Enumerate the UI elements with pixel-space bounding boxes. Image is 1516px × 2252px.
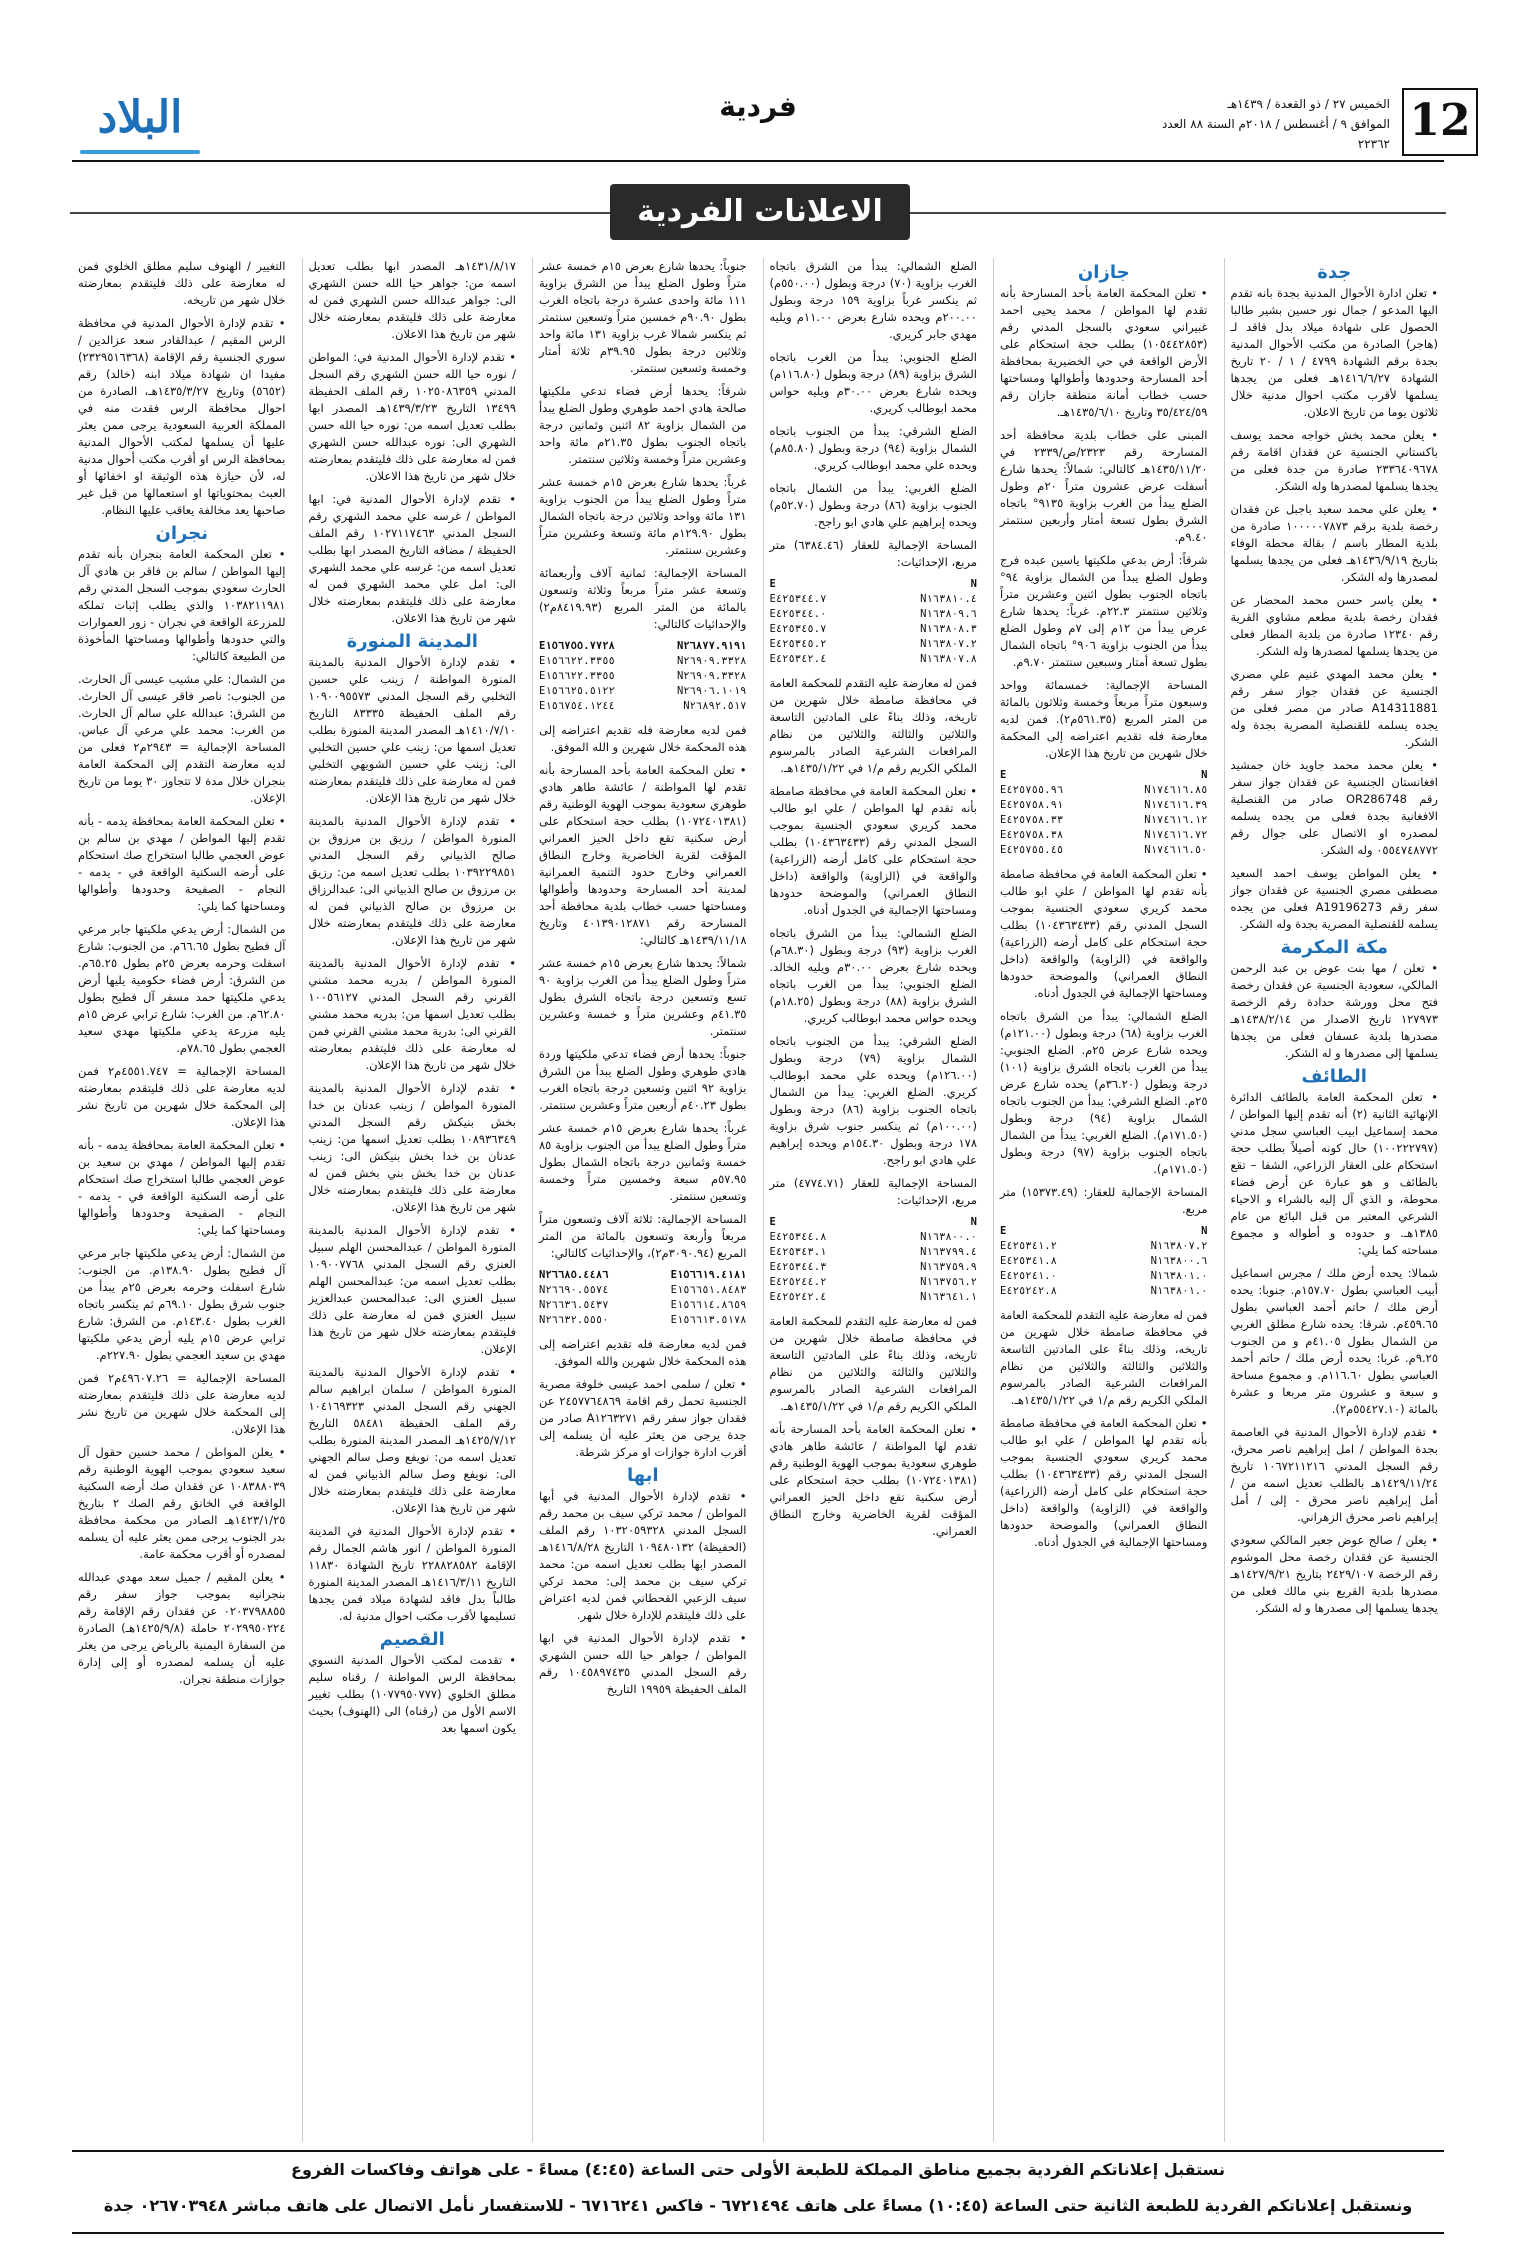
header-rule bbox=[72, 160, 1444, 162]
coordinate-cell: N٢٦٩٠٩.٣٣٢٨ bbox=[676, 670, 747, 682]
classified-ad: • يعلن / صالح عوض جعير المالكي سعودي الجنسية عن فقدان رخصة محل الموشوم رقم الرخصة ٢٤٢٩/١٠٧ بتاريخ ١٤٢٧/٩/٢١هـ مصدرها بلدية القريع بني مالك فعلى من يجدها يسلمها إلى مصدرها و له الشكر. bbox=[1230, 1533, 1438, 1615]
classified-ad: • تقدم لإدارة الأحوال المدنية بالمدينة المنورة المواطن / زينب عدنان بن خدا بخش بنيكش رقم السجل المدني ١٠٨٩٣٦٣٤٩ بطلب تعديل اسمها من: زينب عدنان بن خدا بخش بنيكش الى: زينب عدنان بن خدا بخش بني بخش فمن له معارضة على ذلك فليتقدم بمعارضته خلال شهر من تاريخ هذا الإعلان. bbox=[308, 1081, 516, 1214]
classified-ad: الضلع الشمالي: يبدأ من الشرق باتجاه الغرب بزاوية (٩٣) درجة وبطول (٦٨.٣٠م) ويحده شارع بعرض ٣٠.٠٠م ويليه الخالد. الضلع الجنوبي: يبدأ من الغرب باتجاه الشرق بزاوية (٨٨) درجة وبطول (١٨.٢٥م) ويحده حواس محمد ابوطالب كريري. bbox=[769, 926, 978, 1025]
coordinate-cell: E٤٢٥٣٤٣.١ bbox=[769, 1246, 827, 1258]
coordinate-cell: N١٦٣٨٠١.٠ bbox=[1150, 1270, 1208, 1282]
coordinate-cell: N١٦٣٨٠٠.٠ bbox=[920, 1231, 977, 1243]
coordinate-cell: N١٦٣٨٠٧.٨ bbox=[920, 653, 977, 665]
classified-ad: • يعلن علي محمد سعيد باجبل عن فقدان رخصة بلدية برقم ١٠٠٠٠٠٧٨٧٣ صادرة من بلدية المطار باسم / بقالة محطة الوفاء بتاريخ ١٤٣٦/٩/١٩هـ فعلى من يجدها يسلمها لمصدرها وله الشكر. bbox=[1230, 502, 1438, 584]
coordinate-cell: E٤٢٥٢٤١.٠ bbox=[1000, 1270, 1057, 1282]
footer-line-2: ونستقبل إعلاناتكم الفردية للطبعة الثانية حتى الساعة (١٠:٤٥) مساءً على هاتف ٦٧٢١٤٩٤ - فاكس ٦٧١٦٢٤١ - للاستفسار نأمل الاتصال على هاتف مباشر ٠٢٦٧٠٣٩٤٨ جدة bbox=[103, 2196, 1413, 2215]
ad-column bbox=[1224, 258, 1445, 2142]
coordinate-cell: N١٦٣٨٠٨.٣ bbox=[920, 623, 977, 635]
classifieds-banner bbox=[70, 178, 1446, 248]
coordinate-cell: N٢٦٩٠٩.٣٣٢٨ bbox=[676, 655, 747, 667]
coordinates-table bbox=[770, 577, 978, 667]
classified-ad: • تعلن المحكمة العامة بنجران بأنه تقدم إليها المواطن / سالم بن فاقر بن هادي آل الحارث سعودي بموجب السجل المدني رقم ١٠٣٨٢١١٩٨١ والذي يطلب إثبات تملكه للمزرعة الواقعة في نجران - زور العموارات والتي حدودها وأطوالها ومساحتها المأخوذة من الطبيعة كالتالي: bbox=[78, 547, 286, 663]
coordinates-row bbox=[1000, 768, 1208, 783]
coordinate-cell: E٤٢٥٣٤٢.٤ bbox=[769, 653, 827, 665]
coordinates-row bbox=[1000, 1224, 1208, 1239]
coordinate-cell: E١٥٦٧٥٤.١٢٤٤ bbox=[539, 700, 615, 712]
ad-column bbox=[72, 258, 292, 2142]
coordinates-row bbox=[770, 622, 978, 637]
footer-line-1: نستقبل إعلاناتكم الفردية بجميع مناطق المملكة للطبعة الأولى حتى الساعة (٤:٤٥) مساءً - على هواتف وفاكسات الفروع bbox=[291, 2160, 1225, 2179]
coordinate-cell: E bbox=[769, 578, 776, 590]
classified-ad: • تعلن المحكمة العامة بأحد المسارحة بأنه تقدم لها المواطنة / عائشة طاهر هادي طوهري سعودية بموجب الهوية الوطنية رقم (١٠٧٢٤٠١٣٨١) بطلب حجة استحكام على أرض سكنية تقع داخل الحيز العمراني المؤقت لقرية الخاضرية وخارج النطاق العمراني وخارج حدود التنمية العمرانية لمدينة أحد المسارحة وحدودها وأطوالها ومساحتها حسب خطاب بلدية محافظة أحد المسارحة رقم ٤٠١٣٩٠١٢٨٧١ وتاريخ ١٤٣٩/١١/١٨هـ كالتالي: bbox=[539, 763, 747, 947]
ad-column bbox=[993, 258, 1214, 2142]
classified-ad: • تعلن المحكمة العامة في محافظة صامطة بأنه تقدم لها المواطن / علي ابو طالب محمد كريري سعودي الجنسية بموجب السجل المدني رقم (١٠٤٣٦٣٤٣٣) بطلب حجة استحكام على كامل أرضه (الزراعية) والواقعة في (الزاوية) والواقعة (داخل النطاق العمراني) والموضحة حدودها ومساحتها الإجمالية في الجدول أدناه. bbox=[1000, 1416, 1208, 1549]
classified-ad: المساحة الإجمالية = ٤٩٦٠٧.٢٦م٢ فمن لديه معارضة على ذلك فليتقدم بمعارضته إلى المحكمة خلال شهرين من تاريخ نشر هذا الإعلان. bbox=[78, 1371, 286, 1436]
classified-ad: • تقدم لإدارة الأحوال المدنية بالمدينة المنورة المواطن / بدريه محمد مشني القرني رقم السجل المدني ١٠٠٥٦١٢٧ بطلب تعديل اسمها من: بدريه محمد مشني القرني الى: بدرية محمد مشني القرني فمن له معارضة على ذلك فليتقدم بمعارضته خلال شهر من تاريخ هذا الإعلان. bbox=[308, 956, 516, 1072]
coordinate-cell: N١٧٤٦١٦.٣٩ bbox=[1144, 799, 1208, 811]
coordinates-row bbox=[770, 637, 978, 652]
classified-ad: • تعلن ادارة الأحوال المدنية بجدة بانه تقدم اليها المدعو / جمال نور حسين بشير طالبا الحصول على شهادة ميلاد بدل فاقد لـ (هاجر) الصادرة من مكتب الأحوال المدنية بجدة برقم الشهادة ٤٧٩٩ / ١ / ٢٠ تاريخ الشهادة ١٤١٦/٦/٢٧هـ فعلى من يجدها يسلمها لأقرب مكتب احوال مدنية خلال ثلاثون يوما من تاريخ الاعلان. bbox=[1230, 286, 1438, 419]
coordinates-row bbox=[539, 669, 747, 684]
coordinate-cell: E١٥٦٦٥١.٨٤٨٣ bbox=[670, 1284, 747, 1296]
classified-ad: • تقدم لإدارة الأحوال المدنية في: ابها المواطن / غرسه علي محمد الشهري رقم السجل المدني ١٠٢٧١١٧٤٦٣ رقم الملف الحفيظة / مضافه التاريخ المصدر ابها بطلب تعديل اسمه من: غرسه علي محمد الشهري الى: امل علي محمد الشهري فمن له معارضة على ذلك فليتقدم بمعارضته خلال شهر من تاريخ هذا الاعلان. bbox=[308, 492, 516, 625]
classified-ad: • يعلن المواطن / محمد حسين حقول آل سعيد سعودي بموجب الهوية الوطنية رقم ١٠٨٣٨٨٠٣٩ عن فقدان صك أرضه السكنية الواقعة في الخانق رقم الصك ٢ بتاريخ ١٤٢٣/١/٢٥هـ الصادر من محكمة محافظة بدر الجنوب يرجى ممن يعثر عليه أن يسلمه لمصدره أو أقرب محكمة عامة. bbox=[78, 1445, 286, 1561]
classified-ad: • تقدم لإدارة الأحوال المدنية بالمدينة المنورة المواطن / سلمان ابراهيم سالم الجهني رقم السجل المدني ١٠٤١٦٩٣٢٣ رقم الملف الحفيظة ٥٨٤٨١ التاريخ ١٤٢٥/٧/١٢هـ المصدر المدينة المنورة بطلب تعديل اسمه من: نويفع وصل سالم الجهني الى: نويفع وصل سالم الذبياني فمن له معارضة على ذلك فليتقدم بمعارضته خلال شهر من تاريخ هذا الإعلان. bbox=[308, 1365, 516, 1515]
coordinates-row bbox=[770, 1275, 978, 1290]
coordinate-cell: N١٦٣٨٠٩.٦ bbox=[920, 608, 977, 620]
coordinates-table bbox=[770, 1215, 978, 1305]
region-heading: المدينة المنورة bbox=[346, 631, 478, 652]
banner-title: الاعلانات الفردية bbox=[610, 184, 910, 240]
classified-ad: جنوباً: يحدها أرض فضاء تدعي ملكيتها وردة هادي طوهري وطول الضلع يبدأ من الشرق بزاوية ٩٢ اثنين وتسعين درجة باتجاه الغرب بطول ٤٠.٢٣م أربعين متراً وعشرين سنتمتر. bbox=[539, 1047, 747, 1112]
coordinates-row bbox=[1000, 813, 1208, 828]
classified-ad: • يعلن محمد المهدي غنيم علي مصري الجنسية عن فقدان جواز سفر رقم A14311881 صادر من مصر فعلى من يجده يسلمه للقنصلية المصرية بجدة وله الشكر. bbox=[1230, 667, 1438, 749]
classified-ad: • تعلن المحكمة العامة بأحد المسارحة بأنه تقدم لها المواطنة / عائشة طاهر هادي طوهري سعودية بموجب الهوية الوطنية رقم (١٠٧٢٤٠١٣٨١) بطلب حجة استحكام على أرض سكنية تقع داخل الحيز العمراني المؤقت لقرية الخاضرية وخارج النطاق العمراني. bbox=[769, 1422, 977, 1538]
classified-ad: من الشمال: علي مشيب عيسى آل الحارث. من الجنوب: ناصر فاقر عيسى آل الحارث. من الشرق: عبدالله علي سالم آل الحارث. من الغرب: محمد علي مرعي آل عباس. المساحة الإجمالية = ٢٩٤٣م٢ فعلى من لديه معارضة التقدم إلى المحكمة العامة بنجران خلال مدة لا تتجاوز ٣٠ يوما من تاريخ الإعلان. bbox=[78, 672, 286, 805]
classified-ad: • يعلن المواطن يوسف احمد السعيد مصطفى مصري الجنسية عن فقدان جواز سفر رقم A19196273 فعلى من يجده يسلمه للقنصلية المصرية بجدة وله الشكر. bbox=[1230, 866, 1438, 931]
classified-ad: الضلع الغربي: يبدأ من الشمال باتجاه الجنوب بزاوية (٨٦) درجة وبطول (٥٢.٧٠م) ويحده إبراهيم علي هادي ابو راجح. bbox=[769, 481, 978, 529]
coordinates-row bbox=[770, 607, 978, 622]
classified-ad: الضلع الجنوبي: يبدأ من الغرب باتجاه الشرق بزاوية (٨٩) درجة وبطول (١١٦.٨٠م) ويحده شارع بعرض ٣٠.٠٠م ويليه حواس محمد ابوطالب كريري. bbox=[769, 350, 978, 415]
classified-ad: المساحة الإجمالية للعقار: (١٥٣٧٣.٤٩) متر مربع. bbox=[1000, 1185, 1208, 1216]
coordinate-cell: N١٧٤٦١٦.٨٥ bbox=[1144, 784, 1208, 796]
coordinate-cell: N١٦٣٦٤١.١ bbox=[920, 1291, 977, 1303]
coordinate-cell: E١٥٦٧٥٥.٧٧٢٨ bbox=[539, 640, 615, 652]
classified-ad: • يعلن ياسر حسن محمد المحضار عن فقدان رخصة بلدية مطعم مشاوي القرية رقم ١٢٣٤٠ صادرة من بلدية المطار فعلى من يجدها يسلمها لمصدرها وله الشكر. bbox=[1230, 593, 1438, 658]
coordinate-cell: N١٦٣٧٥٦.٢ bbox=[920, 1276, 977, 1288]
coordinate-cell: N bbox=[970, 1216, 977, 1228]
classified-ad: الضلع الشمالي: يبدأ من الشرق باتجاه الغرب بزاوية (٦٨) درجة وبطول (١٢١.٠٠م) ويحده شارع عرض ٢٥م. الضلع الجنوبي: يبدأ من الغرب باتجاه الشرق بزاوية (١٠١) درجة وبطول (٣٦.٢٠م) يحده شارع عرض ٢٥م. الضلع الشرقي: يبدأ من الجنوب باتجاه الشمال بزاوية (٩٤) درجة وبطول (١٧١.٥٠م). الضلع الغربي: يبدأ من الشمال باتجاه الجنوب بزاوية (٩٧) درجة وبطول (١٧١.٥٠م). bbox=[1000, 1009, 1208, 1176]
classified-ad: • تقدم لإدارة الأحوال المدنية في ابها المواطن / جواهر حيا الله حسن الشهري رقم السجل المدني ١٠٤٥٨٩٧٤٣٥ رقم الملف الحفيظة ١٩٩٥٩ التاريخ bbox=[539, 1631, 747, 1696]
classified-ad: • تقدم لإدارة الأحوال المدنية بالمدينة المنورة المواطن / رزيق بن مرزوق بن صالح الذبياني رقم السجل المدني ١٠٣٩٢٢٩٨٥١ بطلب تعديل اسمه من: رزيق بن مرزوق بن صالح الذبياني الى: عبدالرزاق بن مرزوق بن صالح الذبياني فمن له معارضة على ذلك فليتقدم بمعارضته خلال شهر من تاريخ هذا الإعلان. bbox=[308, 814, 516, 947]
coordinates-row bbox=[770, 577, 978, 592]
classified-ad: الضلع الشرقي: يبدأ من الجنوب باتجاه الشمال بزاوية (٧٩) درجة وبطول (١٢٦.٠٠م) ويحده علي محمد ابوطالب كريري. الضلع الغربي: يبدأ من الشمال باتجاه الجنوب بزاوية (٨٦) درجة وبطول (١٠٠.٠٠م) ثم ينكسر جنوب شرق بزاوية ١٧٨ درجة وبطول ١٥٤.٣٠م ويحده إبراهيم علي هادي ابو راجح. bbox=[769, 1034, 978, 1167]
region-heading: نجران bbox=[155, 523, 208, 544]
coordinate-cell: E٤٢٥٣٤٤.٣ bbox=[769, 1261, 827, 1273]
classified-ad: • تقدم لإدارة الأحوال المدنية في أبها المواطن / محمد تركي سيف بن محمد رقم السجل المدني ١٠٣٢٠٥٩٣٢٨ رقم الملف (الحفيظة) ١٠٩٤٨٠١٣٢ التاريخ ١٤١٦/٨/٢٨هـ المصدر ابها بطلب تعديل اسمه من: محمد تركي سيف بن محمد إلى: محمد تركي سيف الزعبي القحطاني فمن لديه اعتراض على ذلك فليتقدم للإدارة خلال شهر. bbox=[539, 1489, 747, 1622]
coordinates-row bbox=[770, 652, 978, 667]
classified-ad: المبنى على خطاب بلدية محافظة أحد المسارحة رقم ٢٣٢٣/ص/٢٣٣٩ في ١٤٣٥/١١/٢٠هـ كالتالي: شمالاً: يحدها شارع أسفلت عرض عشرون متراً ٢٠م وطول الضلع يبدأ من الغرب بزاوية ٩١٣٥° باتجاه الشرق بطول تسعة أمتار وأربعين سنتمتر ٩.٤٠م. bbox=[1000, 428, 1208, 544]
classified-ad: فمن له معارضة عليه التقدم للمحكمة العامة في محافظة صامطة خلال شهرين من تاريخه، وذلك بناءً على المادتين التاسعة والثلاثين والثالثة والثلاثين من نظام المرافعات الشرعية الصادر بالمرسوم الملكي الكريم رقم م/١ في ١٤٣٥/١/٢٢هـ. bbox=[769, 1314, 977, 1413]
page-footer bbox=[72, 2150, 1444, 2234]
ad-columns bbox=[72, 258, 1444, 2142]
classified-ad: • تعلن المحكمة العامة بمحافظة يدمه - بأنه تقدم إليها المواطن / مهدي بن سعيد بن عوض العجمي طالبا استخراج صك استحكام على أرضه السكنية الواقعة في - يدمه - النجام - الصفيحة وحدودها وأطوالها ومساحتها كما يلي: bbox=[78, 1138, 286, 1237]
coordinates-row bbox=[539, 1283, 747, 1298]
coordinates-row bbox=[1000, 783, 1208, 798]
coordinate-cell: N٢٦٦٣٢.٥٥٥٠ bbox=[539, 1314, 609, 1326]
coordinates-row bbox=[539, 1298, 747, 1313]
classified-ad: • تقدم لإدارة الأحوال المدنية بالمدينة المنورة المواطنة / زينب علي حسين التخلبي رقم السجل المدني ١٠٩٠٠٩٥٥٧٣ رقم الملف الحفيظة ٨٣٣٣٥ التاريخ ١٤١٠/٧/١٠هـ المصدر المدينة المنورة بطلب تعديل اسمها من: زينب علي حسين التخلبي الى: زينب علي حسين الشويهي التخلبي فمن له معارضة على ذلك فليتقدم بمعارضته خلال شهر من تاريخ هذا الإعلان. bbox=[308, 655, 516, 805]
coordinates-row bbox=[1000, 1254, 1208, 1269]
coordinate-cell: E٤٢٥٣٤٤.٠ bbox=[769, 608, 827, 620]
classified-ad: • يعلن محمد محمد جاويد خان جمشيد افغانستان الجنسية عن فقدان جواز سفر رقم OR286748 صادر من القنصلية الافغانية بجدة فعلى من يجده يسلمه لمصدره او الاتصال على جوال رقم ٠٥٥٤٧٤٨٧٧٢ وله الشكر. bbox=[1230, 758, 1438, 857]
classified-ad: شرقاً: يحدها أرض فضاء تدعي ملكيتها صالحة هادي احمد طوهري وطول الضلع يبدأ من الشمال بزاوية ٨٢ اثنين وثمانين درجة باتجاه الجنوب بطول ٢١.٣٥م مائة واحد وعشرين متراً وخمسة وثلاثين سنتمتر. bbox=[539, 384, 747, 466]
coordinate-cell: N٢٦٦٨٥.٤٤٨٦ bbox=[539, 1269, 609, 1281]
ad-column bbox=[302, 258, 523, 2142]
coordinates-row bbox=[539, 1268, 747, 1283]
coordinate-cell: E١٥٦٦١٤.٨٦٥٩ bbox=[670, 1299, 747, 1311]
ad-column bbox=[763, 258, 984, 2142]
page-header bbox=[0, 0, 1516, 168]
classified-ad: • تعلن / سلمى احمد عيسى خلوفة مصرية الجنسية تحمل رقم اقامة ٢٤٥٧٧٦٤٨٦٩ عن فقدان جواز سفر رقم A١٢٦٣٢٧١ صادر من جدة يرجى من يعثر عليه أن يسلمه إلى أقرب ادارة جوازات او مركز شرطة. bbox=[539, 1377, 747, 1459]
coordinates-row bbox=[770, 1230, 978, 1245]
coordinate-cell: E١٥٦٦٢٢.٣٣٥٥ bbox=[539, 655, 615, 667]
coordinate-cell: E٤٢٥٢٤٢.٤ bbox=[769, 1291, 827, 1303]
coordinate-cell: N bbox=[1201, 1225, 1208, 1237]
coordinate-cell: E٤٢٥٧٥٨.٣٨ bbox=[1000, 829, 1064, 841]
classified-ad: • تعلن / مها بنت عوض بن عبد الرحمن المالكي، سعودية الجنسية عن فقدان رخصة فتح محل وورشة حدادة رقم الرخصة ١٢٧٩٧٣ تاريخ الاصدار من ١٤٣٨/٢/١٤هـ مصدرها بلدية عسفان فعلى من يجدها يسلمها إلى مصدرها و له الشكر. bbox=[1230, 961, 1438, 1060]
classified-ad: فمن لديه معارضة فله تقديم اعتراضه إلى هذه المحكمة خلال شهرين والله الموفق. bbox=[539, 1337, 747, 1368]
classified-ad: المساحة الإجمالية = ٤٥٥١.٧٤٧م٢ فمن لديه معارضة على ذلك فليتقدم بمعارضته إلى المحكمة خلال شهرين من تاريخ نشر هذا الإعلان. bbox=[78, 1064, 286, 1129]
coordinate-cell: E bbox=[1000, 769, 1007, 781]
classified-ad: • تقدمت لمكتب الأحوال المدنية النسوي بمحافظة الرس المواطنة / رقناه سليم مطلق الخلوي (١٠٧٧٩٥٠٧٧٧) بطلب تغيير الاسم الأول من (رقناه) الى (الهنوف) بحيث يكون اسمها بعد bbox=[308, 1653, 516, 1735]
coordinates-table bbox=[539, 1268, 747, 1328]
coordinate-cell: N١٧٤٦١٦.٥٠ bbox=[1144, 844, 1208, 856]
coordinates-table bbox=[1000, 768, 1208, 858]
coordinate-cell: E١٥٦٦١٩.٤١٨١ bbox=[670, 1269, 747, 1281]
classified-ad: الضلع الشرقي: يبدأ من الجنوب باتجاه الشمال بزاوية (٩٤) درجة وبطول (٨٥.٨٠م) ويحده علي محمد ابوطالب كريري. bbox=[769, 424, 977, 472]
coordinate-cell: E٤٢٥٣٤٤.٧ bbox=[769, 593, 827, 605]
ad-column bbox=[532, 258, 753, 2142]
coordinate-cell: N١٦٣٧٥٩.٩ bbox=[920, 1261, 977, 1273]
region-heading: الطائف bbox=[1301, 1066, 1367, 1087]
coordinate-cell: E٤٢٥٢٤٤.٢ bbox=[769, 1276, 827, 1288]
coordinates-row bbox=[770, 1215, 978, 1230]
coordinate-cell: N١٦٣٨٠٧.٢ bbox=[1150, 1240, 1208, 1252]
coordinate-cell: E٤٢٥٣٤٥.٢ bbox=[769, 638, 827, 650]
coordinate-cell: N٢٦٦٩٠.٥٥٧٤ bbox=[539, 1284, 609, 1296]
classified-ad: المساحة الإجمالية: ثلاثة آلاف وتسعون متراً مربعاً وأربعة وتسعون بالمائة من المتر المربع (٣٠٩٠.٩٤م٢)، والإحداثيات كالتالي: bbox=[539, 1212, 747, 1260]
newspaper-logo: البلاد bbox=[97, 92, 183, 143]
coordinate-cell: N١٧٤٦١٦.١٢ bbox=[1144, 814, 1208, 826]
classified-ad: شمالا: يحده أرض ملك / مجرس اسماعيل أبيب العباسي بطول ١٥٧.٧٠م. جنوبا: يحده أرض ملك / حاتم أحمد العباسي بطول ٤٥٩.٦٥م. شرقا: يحده شارع مطلق الغربي من الشمال بطول ٤١.٠٥م و من الجنوب ٩.٢٥م. غربا: يحده أرض ملك / حاتم أحمد العباسي بطول ١١٦.٦٠م. و مجموع مساحة و سبعة و عشرون متر مربعا و عشرة بالمائة (٥٥٤٢٧.١٠م٢). bbox=[1230, 1266, 1439, 1416]
section-title: فردية bbox=[719, 90, 797, 123]
coordinate-cell: E bbox=[1000, 1225, 1007, 1237]
classified-ad: • تقدم لإدارة الأحوال المدنية في المدينة المنورة المواطن / انور هاشم الجمال رقم الإقامة ٢٢٨٨٢٨٥٨٢ تاريخ الشهادة ١١٨٣٠ التاريخ ١٤١٦/٣/١١هـ المصدر المدينة المنورة طالباً بدل فاقد لشهادة ميلاد فمن يجدها تسليمها لأقرب مكتب احوال مدنية له. bbox=[308, 1524, 516, 1623]
coordinate-cell: N٢٦٨٧٧.٩١٩١ bbox=[676, 640, 747, 652]
coordinates-row bbox=[770, 1245, 978, 1260]
coordinates-row bbox=[770, 1290, 978, 1305]
coordinate-cell: E٤٢٥٧٥٥.٩٦ bbox=[1000, 784, 1064, 796]
coordinates-row bbox=[1000, 1269, 1208, 1284]
region-heading: جدة bbox=[1317, 262, 1352, 283]
region-heading: مكة المكرمة bbox=[1280, 937, 1389, 958]
coordinate-cell: E١٥٦٦١٣.٥١٧٨ bbox=[670, 1314, 747, 1326]
coordinate-cell: N٢٦٨٩٢.٥١٧ bbox=[683, 700, 747, 712]
issue-date-hijri: الخميس ٢٧ / ذو القعدة / ١٤٣٩هـ bbox=[1227, 97, 1390, 111]
coordinates-row bbox=[770, 1260, 978, 1275]
coordinate-cell: N١٧٤٦١٦.٧٢ bbox=[1144, 829, 1208, 841]
coordinate-cell: E٤٢٥٧٥٨.٣٣ bbox=[1000, 814, 1064, 826]
classified-ad: فمن له معارضة عليه التقدم للمحكمة العامة في محافظة صامطة خلال شهرين من تاريخه، وذلك بناءً على المادتين التاسعة والثلاثين والثالثة والثلاثين من نظام المرافعات الشرعية الصادر بالمرسوم الملكي الكريم رقم م/١ في ١٤٣٥/١/٢٢هـ. bbox=[769, 676, 977, 775]
classified-ad: التغيير / الهنوف سليم مطلق الخلوي فمن له معارضة على ذلك فليتقدم بمعارضته خلال شهر من تاريخه. bbox=[78, 259, 286, 307]
coordinates-row bbox=[1000, 828, 1208, 843]
coordinate-cell: E١٥٦٦٢٥.٥١٢٢ bbox=[539, 685, 615, 697]
coordinate-cell: E٤٢٥٧٥٨.٩١ bbox=[1000, 799, 1064, 811]
classified-ad: • تقدم لإدارة الأحوال المدنية في: المواطن / نوره حيا الله حسن الشهري رقم السجل المدني ١٠٢٥٠٨٦٣٥٩ رقم الملف الحفيظة ١٣٤٩٩ التاريخ ١٤٣٩/٣/٢٣هـ المصدر ابها بطلب تعديل اسمه من: نوره حيا الله حسن الشهري الى: نوره عبدالله حسن الشهري فمن له معارضة على ذلك فليتقدم بمعارضته خلال شهر من تاريخ هذا الاعلان. bbox=[308, 350, 517, 483]
classified-ad: • تعلن المحكمة العامة بأحد المسارحة بأنه تقدم لها المواطن / محمد يحيى احمد غبيراني سعودي بالسجل المدني رقم (١٠٥٤٤٢٨٥٣) بطلب حجة استحكام على الأرض الواقعة في حي الخضيرية بمحافظة أحد المسارحة وحدودها وأطوالها ومساحتها حسب خطاب أمانة منطقة جازان رقم ٣٥/٤٢٤/٥٩ وتاريخ ١٤٣٥/٦/١٠هـ. bbox=[1000, 286, 1208, 419]
coordinate-cell: N١٦٣٨٠٠.٦ bbox=[1150, 1255, 1208, 1267]
classified-ad: غرباً: يحدها شارع بعرض ١٥م خمسة عشر متراً وطول الضلع يبدأ من الجنوب بزاوية ١٣١ مائة وواحد وثلاثين درجة باتجاه الشمال بطول ١٢٩.٩٠م مائة وتسعة وعشرين متراً وعشرين سنتمتر. bbox=[539, 475, 747, 557]
coordinates-row bbox=[1000, 843, 1208, 858]
coordinate-cell: N٢٦٦٣٦.٥٤٣٧ bbox=[539, 1299, 609, 1311]
coordinate-cell: E٤٢٥٧٥٥.٤٥ bbox=[1000, 844, 1064, 856]
classified-ad: المساحة الإجمالية: ثمانية آلاف وأربعمائة وتسعة عشر متراً مربعاً وثلاثة وتسعون بالمائة من المتر المربع (٨٤١٩.٩٣م٢) والإحداثيات كالتالي: bbox=[539, 566, 747, 631]
coordinate-cell: N١٦٣٨١٠.٤ bbox=[920, 593, 977, 605]
classified-ad: • تقدم لإدارة الأحوال المدنية بالمدينة المنورة المواطن / عبدالمحسن الهلم سبيل العنزي رقم السجل المدني ١٠٩٠٠٧٧٦٨ بطلب تعديل اسمه من: عبدالمحسن الهلم سبيل العنزي الى: عبدالمحسن عبدالعزيز سبيل العنزي فمن له معارضة على ذلك فليتقدم بمعارضته خلال شهر من تاريخ هذا الإعلان. bbox=[308, 1223, 516, 1356]
classified-ad: المساحة الإجمالية: خمسمائة وواحد وسبعون متراً مربعاً وخمسة وثلاثون بالمائة من المتر المربع (٥٦١.٣٥م٢). فمن لديه معارضة فله تقديم اعتراضه إلى المحكمة خلال شهرين من تاريخ هذا الإعلان. bbox=[1000, 678, 1208, 760]
classified-ad: • تقدم لإدارة الأحوال المدنية في العاصمة بجدة المواطن / امل إبراهيم ناصر محرق، رقم السجل المدني ١٠٦٧٢١١٢١٦ تاريخ ١٤٢٩/١١/٢٤هـ بالطلب تعديل اسمه من / أمل إبراهيم ناصر محرق - إلى / أمل إبراهيم ناصر محرق الزهراني. bbox=[1230, 1425, 1438, 1524]
coordinate-cell: E٤٢٥٣٤٥.٧ bbox=[769, 623, 827, 635]
coordinate-cell: N١٦٣٧٩٩.٤ bbox=[920, 1246, 977, 1258]
coordinates-row bbox=[1000, 1239, 1208, 1254]
region-heading: جازان bbox=[1077, 262, 1130, 283]
coordinates-row bbox=[770, 592, 978, 607]
classified-ad: فمن له معارضة عليه التقدم للمحكمة العامة في محافظة صامطة خلال شهرين من تاريخه، وذلك بناءً على المادتين التاسعة والثلاثين والثالثة والثلاثين من نظام المرافعات الشرعية الصادر بالمرسوم الملكي الكريم رقم م/١ في ١٤٣٥/١/٢٢هـ. bbox=[1000, 1308, 1208, 1407]
coordinate-cell: E bbox=[769, 1216, 776, 1228]
coordinate-cell: E٤٢٥٢٤٢.٨ bbox=[1000, 1285, 1057, 1297]
coordinate-cell: E٤٢٥٣٤١.٨ bbox=[1000, 1255, 1057, 1267]
classified-ad: من الشمال: أرض يدعي ملكيتها جابر مرعي آل فطيح بطول ١٣٨.٩٠م. من الجنوب: شارع اسفلت وحرمه بعرض ٢٥م يبدأ من جنوب شرق بطول ٦٩.١٠م ثم ينكسر باتجاه الغرب بطول ١٤٣.٤٠م. من الشرق: شارع ترابي عرض ١٥م يليه أرض يدعي ملكيتها مهدي بن سعيد العجمي بطول ٢٢٧.٩٠م. bbox=[78, 1246, 286, 1362]
coordinate-cell: N١٦٣٨٠٧.٢ bbox=[920, 638, 977, 650]
logo-wave-mark bbox=[80, 150, 200, 154]
coordinate-cell: N bbox=[970, 578, 977, 590]
classified-ad: • تعلن المحكمة العامة بالطائف الدائرة الإنهائية الثانية (٢) أنه تقدم إليها المواطن / محمد إسماعيل ابيب العباسي سجل مدني (١٠٠٢٢٢٧٩٧) حال كونه أصيلاً بطلب حجة استحكام على العقار الزراعي، الشفا – تقع بالطائف و هو عبارة عن أرض فضاء محوطة، و الذي آل إليه بالشراء و الاحياء الشرعي المعتبر من قبل البائع من عام ١٣٨٥هـ. و حدوده و أطواله و مجموع مساحته كما يلي: bbox=[1230, 1090, 1438, 1257]
classified-ad: الضلع الشمالي: يبدأ من الشرق باتجاه الغرب بزاوية (٧٠) درجة وبطول (٥٥٠.٠٠م) ثم ينكسر غرباً بزاوية ١٥٩ درجة وبطول ٢٠٠.٠٠م ويحده شارع بعرض ١١.٠٠م ويليه مهدي جابر كريري. bbox=[769, 259, 977, 341]
classified-ad: ١٤٣١/٨/١٧هـ المصدر ابها بطلب تعديل اسمه من: جواهر حيا الله حسن الشهري الى: جواهر عبدالله حسن الشهري فمن له معارضة على ذلك فليتقدم بمعارضته خلال شهر من تاريخ هذا الاعلان. bbox=[308, 259, 516, 341]
coordinates-row bbox=[539, 699, 747, 714]
region-heading: ابها bbox=[626, 1465, 659, 1486]
classified-ad: المساحة الإجمالية للعقار (٦٣٨٤.٤٦) متر مربع، الإحداثيات: bbox=[769, 538, 977, 569]
classified-ad: • تقدم لإدارة الأحوال المدنية في محافظة الرس المقيم / عبدالقادر سعد عزالدين / سوري الجنسية رقم الإقامة (٢٣٢٩٥١٦٣٦٨) مفيدا ان شهادة ميلاد ابنه (خالد) رقم (٥٦٥٢) وتاريخ ١٤٣٥/٣/٢٧هـ، الصادرة من احوال محافظة الرس فقدت منه في المملكة العربية السعودية يرجى ممن يعثر عليها أن يسلمها لمكتب الأحوال المدنية بمحافظة الرس او أقرب مكتب أحوال مدنية له، لأن حيازة هذه الوثيقة او اخفائها أو العبث بمحتوياتها او استعمالها من قبل غير صاحبها يعد مخالفة يعاقب عليها النظام. bbox=[78, 316, 286, 517]
coordinates-row bbox=[1000, 798, 1208, 813]
classified-ad: غرباً: يحدها شارع بعرض ١٥م خمسة عشر متراً وطول الضلع يبدأ من الجنوب بزاوية ٨٥ خمسة وثمانين درجة باتجاه الشمال بطول ٥٧.٩٥م سبعة وخمسين متراً وخمسة وتسعين سنتمتر. bbox=[539, 1121, 747, 1203]
classified-ad: • يعلن محمد بخش خواجه محمد يوسف باكستاني الجنسية عن فقدان اقامة رقم ٢٣٣٦٤٠٩٦٧٨ صادرة من جدة فعلى من يجدها يسلمها لمصدرها وله الشكر. bbox=[1230, 428, 1438, 493]
coordinate-cell: N١٦٣٨٠١.٠ bbox=[1150, 1285, 1208, 1297]
coordinate-cell: E١٥٦٦٢٢.٣٣٥٥ bbox=[539, 670, 615, 682]
classified-ad: • يعلن المقيم / جميل سعد مهدي عبدالله بنجرانيه بموجب جواز سفر رقم ٠٢٠٣٧٩٨٨٥٥ عن فقدان رقم الإقامة رقم ٢٠٢٩٩٥٠٢٢٤ حاملة (١٤٢٥/٩/٨هـ) الصادرة من السفارة اليمنية بالرياض يرجى من يعثر عليه أن يسلمه لمصدره أو إلى إدارة جوازات منطقة نجران. bbox=[78, 1570, 286, 1686]
coordinate-cell: E٤٢٥٣٤٤.٨ bbox=[769, 1231, 827, 1243]
classified-ad: من الشمال: أرض يدعي ملكيتها جابر مرعي آل فطيح بطول ٦٦.٦٥م. من الجنوب: شارع اسفلت وحرمه بعرض ٢٥م بطول ٦٥.٢٥م. من الشرق: أرض فضاء حكومية يليها أرض يدعي ملكيتها حمد مسفر آل فطيح بطول ٦٢.٨٠م. من الغرب: شارع ترابي عرض ١٥م يليه مزرعة يدعي ملكيتها مهدي سعيد العجمي بطول ٧٨.٦٥م. bbox=[78, 922, 286, 1055]
classified-ad: المساحة الإجمالية للعقار (٤٧٧٤.٧١) متر مربع، الإحداثيات: bbox=[769, 1176, 977, 1207]
coordinates-table bbox=[539, 639, 747, 714]
classified-ad: فمن لديه معارضة فله تقديم اعتراضه إلى هذه المحكمة خلال شهرين و الله الموفق. bbox=[539, 723, 747, 754]
coordinates-row bbox=[539, 684, 747, 699]
coordinates-row bbox=[539, 639, 747, 654]
classified-ad: جنوباً: يحدها شارع بعرض ١٥م خمسة عشر متراً وطول الضلع يبدأ من الشرق بزاوية ١١١ مائة واحدى عشرة درجة باتجاه الغرب بطول ٩٠.٩٠م خمسين متراً وتسعين سنتمتر ثم ينكسر شمالا غرب بزاوية ١٣١ مائة واحد وثلاثين درجة بطول ٣٩.٩٥م ثلاثة أمتار وخمسة وتسعين سنتمتر. bbox=[539, 259, 747, 375]
issue-date-gregorian: الموافق ٩ / أغسطس / ٢٠١٨م السنة ٨٨ العدد ٢٢٣٦٢ bbox=[1161, 117, 1390, 151]
issue-date bbox=[1130, 94, 1390, 154]
coordinates-row bbox=[539, 1313, 747, 1328]
coordinates-row bbox=[1000, 1284, 1208, 1299]
page-number: 12 bbox=[1402, 88, 1478, 156]
coordinate-cell: E٤٢٥٣٤١.٢ bbox=[1000, 1240, 1057, 1252]
classified-ad: • تعلن المحكمة العامة بمحافظة يدمه - بأنه تقدم إليها المواطن / مهدي بن سالم بن عوض العجمي طالبا استخراج صك استحكام على أرضه السكنية الواقعة في - يدمه - النجام - الصفيحة وحدودها وأطوالها ومساحتها كما يلي: bbox=[78, 814, 286, 913]
classified-ad: شرقاً: أرض بدعي ملكيتها ياسين عبده فرج وطول الضلع يبدأ من الشمال بزاوية ٩٤° باتجاه الجنوب بطول اثنين وعشرين متراً وثلاثين سنتمتر ٢٢.٣م. غرباً: يحدها شارع عرض يبدأ من ١٢م إلى ٧م وطول الضلع يبدأ من الجنوب بزاوية ٩٠٦° باتجاه الشمال بطول تسعة أمتار وسبعين سنتمتر ٩.٧٠م. bbox=[1000, 553, 1208, 669]
coordinate-cell: N bbox=[1201, 769, 1208, 781]
classified-ad: • تعلن المحكمة العامة في محافظة صامطة بأنه تقدم لها المواطن / علي ابو طالب محمد كريري سعودي الجنسية بموجب السجل المدني رقم (١٠٤٣٦٣٤٣٣) بطلب حجة استحكام على كامل أرضه (الزراعية) والواقعة في (الزاوية) والواقعة (داخل النطاق العمراني) والموضحة حدودها ومساحتها الإجمالية في الجدول أدناه. bbox=[1000, 867, 1208, 1000]
coordinates-row bbox=[539, 654, 747, 669]
region-heading: القصيم bbox=[379, 1629, 445, 1650]
classified-ad: شمالاً: يحدها شارع بعرض ١٥م خمسة عشر متراً وطول الضلع يبدأ من الغرب بزاوية ٩٠ تسع وتسعين درجة باتجاه الشرق بطول ٤١.٣٥م وعشرين متراً و خمسة وعشرين سنتمتر. bbox=[539, 956, 747, 1038]
coordinates-table bbox=[1000, 1224, 1208, 1299]
coordinate-cell: N٢٦٩٠٦.١٠١٩ bbox=[676, 685, 747, 697]
classified-ad: • تعلن المحكمة العامة في محافظة صامطة بأنه تقدم لها المواطن / علي ابو طالب محمد كريري سعودي الجنسية بموجب السجل المدني رقم (١٠٤٣٦٣٤٣٣) بطلب حجة استحكام على كامل أرضه (الزراعية) والواقعة في (الزاوية) والواقعة (داخل النطاق العمراني) والموضحة حدودها ومساحتها الإجمالية في الجدول أدناه. bbox=[769, 784, 977, 917]
